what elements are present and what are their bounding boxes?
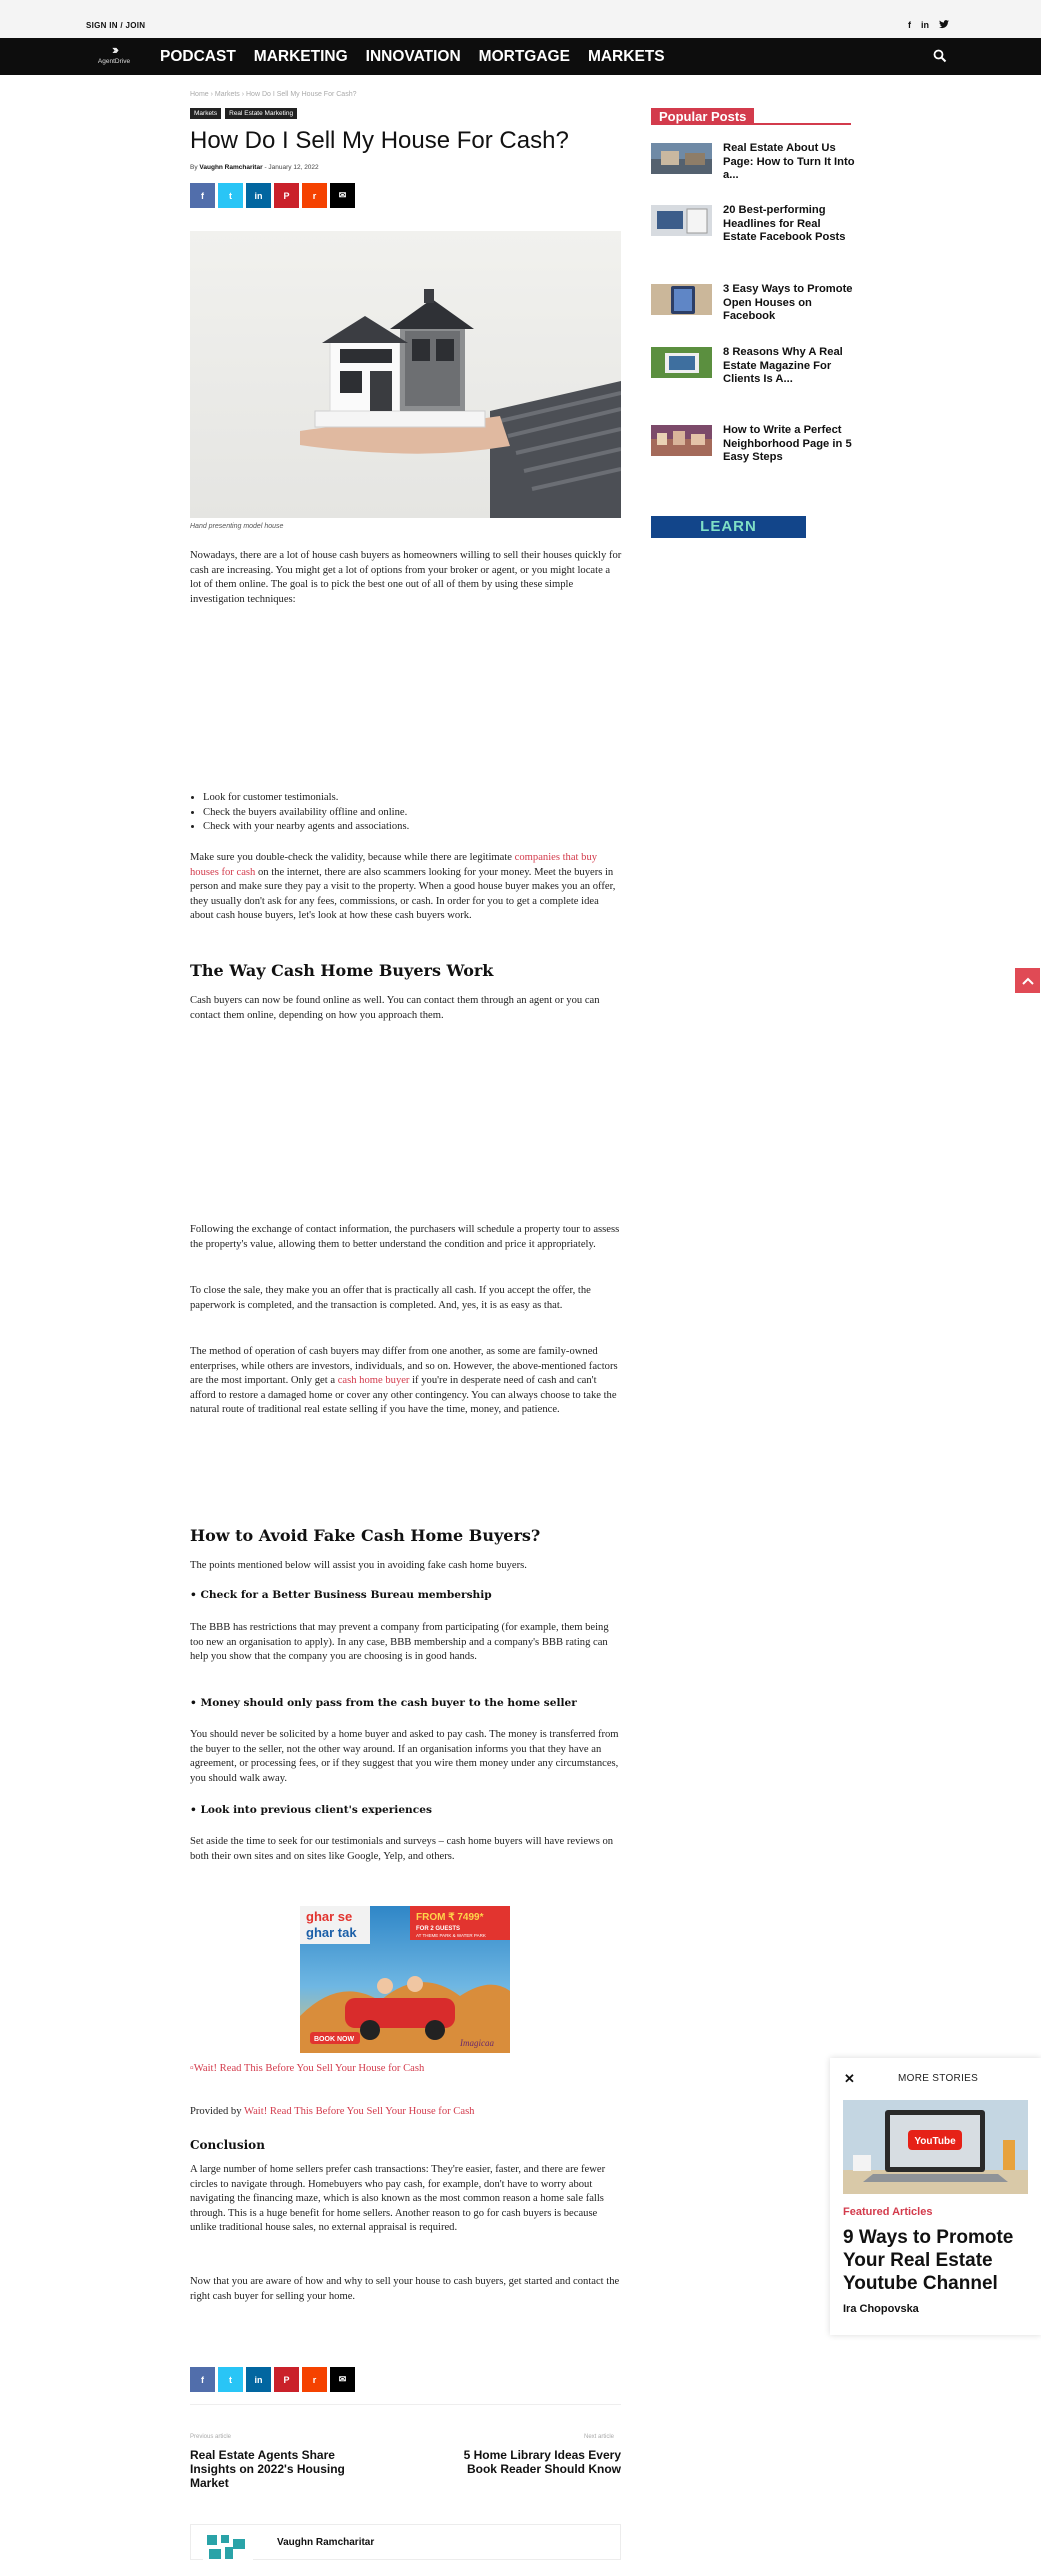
reddit-share-icon[interactable]: r <box>302 183 327 208</box>
more-stories-title[interactable]: 9 Ways to Promote Your Real Estate Youtube Channel <box>843 2227 1014 2294</box>
nav-item-mortgage[interactable]: MORTGAGE <box>478 48 570 65</box>
list-item: • Check the buyers availability offline and online. <box>203 806 622 821</box>
ad-cta: BOOK NOW <box>314 2036 355 2043</box>
popular-post-title[interactable]: 8 Reasons Why A Real Estate Magazine For Clients Is A... <box>723 346 843 386</box>
popular-post-thumbnail[interactable] <box>651 284 712 315</box>
popular-post-thumbnail[interactable] <box>651 143 712 174</box>
hand-holding-house-illustration <box>190 231 621 518</box>
scroll-to-top-button[interactable] <box>1015 968 1040 993</box>
broken-image-alt: Wait! Read This Before You Sell Your House for Cash <box>193 2063 425 2074</box>
logo-chevrons-icon: ››› <box>112 42 116 57</box>
previous-article-label: Previous article <box>190 2434 232 2440</box>
intro-paragraph: Nowadays, there are a lot of house cash buyers as homeowners willing to sell their houses quickly for cash are increasing. You might get a lot of options from your broker or agent, or you might locate a lot of them online. The goal is to pick the best one out of all of them by using these simple investigation techniques: <box>190 550 622 605</box>
paragraph-text: on the internet, there are also scammers looking for your money. Meet the buyers in person and make sure they pay a visit to the property. When a good house buyer makes you an offer, they usually don't ask for any fees, commissions, or cash. In order for you to get a complete idea about cash house buyers, let's look at how these cash buyers work. <box>190 866 616 922</box>
paragraph-text: if you're in desperate need of cash and can't afford to restore a damaged home or cover any other contingency. You can always choose to take the natural route of traditional real estate selling if you have the time, money, and patience. <box>190 1375 617 1416</box>
close-sale-paragraph: To close the sale, they make you an offer that is practically all cash. If you accept the offer, the paperwork is completed, and the transaction is completed. And, yes, it is as easy as that. <box>190 1285 591 1311</box>
provided-by-link[interactable]: Wait! Read This Before You Sell Your House for Cash <box>243 2106 475 2117</box>
ad-guests: FOR 2 GUESTS <box>416 1926 461 1932</box>
money-paragraph: You should never be solicited by a home buyer and asked to pay cash. The money is transferred from the buyer to the seller, not the other way around. If an organisation informs you that they have an agreement, or processing fees, or if they suggest that you wire them money under any circumstances, you should walk away. <box>190 1729 619 1784</box>
publish-date: January 12, 2022 <box>268 164 319 171</box>
image-caption: Hand presenting model house <box>190 523 284 530</box>
ad-brand: Imagicaa <box>460 2038 494 2048</box>
nav-item-markets[interactable]: MARKETS <box>587 48 665 65</box>
provided-by-text: Provided by <box>190 2106 244 2117</box>
investigation-list <box>190 791 622 835</box>
email-share-icon[interactable]: ✉ <box>330 2367 355 2392</box>
ad-line1: ghar se <box>306 1909 353 1924</box>
ad-line2: ghar tak <box>306 1925 357 1940</box>
popular-post-title[interactable]: 3 Easy Ways to Promote Open Houses on Facebook <box>723 283 853 323</box>
heading-previous-clients-text: Look into previous client's experiences <box>200 1804 432 1816</box>
main-nav <box>0 38 1041 75</box>
share-buttons-top <box>190 183 355 208</box>
next-article-link[interactable]: 5 Home Library Ideas Every Book Reader Should Know <box>463 2448 621 2476</box>
search-icon[interactable] <box>933 49 947 63</box>
linkedin-share-icon[interactable]: in <box>246 2367 271 2392</box>
ad-price: FROM ₹ 7499* <box>416 1912 484 1923</box>
next-article-label: Next article <box>584 2434 615 2440</box>
popular-post-title[interactable]: 20 Best-performing Headlines for Real Estate Facebook Posts <box>723 204 846 244</box>
popular-post-title[interactable]: How to Write a Perfect Neighborhood Page in 5 Easy Steps <box>723 424 852 464</box>
site-logo[interactable] <box>92 43 136 71</box>
learn-banner-ad[interactable]: LEARN <box>651 516 806 538</box>
heading-money-flow-text: Money should only pass from the cash buyer to the home seller <box>200 1697 577 1709</box>
heading-avoid-fake-buyers: How to Avoid Fake Cash Home Buyers? <box>190 1526 541 1545</box>
hero-image <box>190 231 621 518</box>
laptop-youtube-illustration <box>843 2100 1028 2194</box>
author-box <box>190 2524 621 2560</box>
list-item: • Check with your nearby agents and associations. <box>203 820 622 835</box>
nav-menu <box>160 48 665 66</box>
more-stories-author[interactable]: Ira Chopovska <box>843 2303 919 2315</box>
nav-item-innovation[interactable]: INNOVATION <box>365 48 461 65</box>
breadcrumb[interactable]: Home › Markets › How Do I Sell My House For Cash? <box>190 91 357 98</box>
close-icon[interactable]: ✕ <box>844 2071 855 2086</box>
more-stories-label: MORE STORIES <box>898 2073 979 2084</box>
article-title: How Do I Sell My House For Cash? <box>190 127 569 154</box>
top-social-icons <box>908 20 949 31</box>
twitter-share-icon[interactable]: t <box>218 183 243 208</box>
chevron-up-icon <box>1022 977 1034 985</box>
online-buyers-paragraph: Cash buyers can now be found online as well. You can contact them through an agent or you can contact them online, depending on how you approach them. <box>190 995 600 1021</box>
property-tour-paragraph: Following the exchange of contact information, the purchasers will schedule a property tour to assess the property's value, allowing them to better understand the condition and price it appropriately. <box>190 1224 620 1250</box>
bbb-paragraph: The BBB has restrictions that may prevent a company from participating (for example, them being too new an organisation to apply). In any case, BBB membership and a company's BBB rating can help you show that the company you are choosing is in good hands. <box>190 1622 609 1663</box>
more-stories-category[interactable]: Featured Articles <box>843 2206 933 2218</box>
reviews-paragraph: Set aside the time to seek for our testimonials and surveys – cash home buyers will have reviews on both their own sites and on sites like Google, Yelp, and others. <box>190 1836 614 1862</box>
companies-buy-houses-link[interactable]: companies that buy houses for cash <box>190 852 598 878</box>
more-stories-panel <box>830 2058 1041 2335</box>
heading-how-cash-buyers-work: The Way Cash Home Buyers Work <box>190 961 494 980</box>
email-share-icon[interactable]: ✉ <box>330 183 355 208</box>
validity-paragraph <box>190 851 622 924</box>
conclusion-paragraph: A large number of home sellers prefer cash transactions: They're easier, faster, and there are fewer circles to navigate through. Homebuyers who pay cash, for example, don't have to worry about navigating the financing maze, which is also known as the most common reason a home sale falls through. This is a huge benefit for home sellers. Another reason to go for cash buyers is because unlike traditional house sales, no external appraisal is required. <box>190 2164 606 2234</box>
provided-by-line <box>190 2105 622 2120</box>
pinterest-share-icon[interactable]: P <box>274 2367 299 2392</box>
youtube-logo-text: YouTube <box>914 2136 956 2147</box>
category-tag-real-estate-marketing[interactable]: Real Estate Marketing <box>225 108 297 119</box>
author-link[interactable]: Vaughn Ramcharitar <box>199 164 263 171</box>
popular-post-title[interactable]: Real Estate About Us Page: How to Turn It Into a... <box>723 142 855 182</box>
broken-image-icon: ▫ <box>190 2063 194 2074</box>
broken-image-link[interactable] <box>190 2062 622 2077</box>
pinterest-share-icon[interactable]: P <box>274 183 299 208</box>
popular-post-thumbnail[interactable] <box>651 205 712 236</box>
category-tags <box>190 108 297 119</box>
nav-item-podcast[interactable]: PODCAST <box>160 48 236 65</box>
facebook-icon[interactable]: f <box>908 20 911 30</box>
author-avatar[interactable] <box>203 2531 253 2560</box>
cash-home-buyer-link[interactable]: cash home buyer <box>337 1375 410 1387</box>
points-paragraph: The points mentioned below will assist you in avoiding fake cash home buyers. <box>190 1560 527 1571</box>
paragraph-text: The method of operation of cash buyers may differ from one another, as some are family-owned enterprises, while others are investors, individuals, and so on. However, the above-mentioned factors are the most important. Only get a <box>190 1346 618 1387</box>
sign-in-link[interactable]: SIGN IN / JOIN <box>86 21 146 30</box>
linkedin-icon[interactable]: in <box>921 20 929 30</box>
twitter-share-icon[interactable]: t <box>218 2367 243 2392</box>
byline-prefix: By <box>190 164 198 171</box>
top-bar <box>0 0 1041 38</box>
share-buttons-bottom <box>190 2367 355 2392</box>
author-box-name[interactable]: Vaughn Ramcharitar <box>277 2537 375 2548</box>
twitter-icon[interactable] <box>939 20 949 31</box>
popular-post-thumbnail[interactable] <box>651 425 712 456</box>
list-item: • Look for customer testimonials. <box>203 791 622 806</box>
advertisement-banner[interactable] <box>300 1906 510 2053</box>
heading-money-flow: • Money should only pass from the cash buyer to the home seller <box>190 1697 577 1709</box>
more-stories-thumbnail[interactable] <box>843 2100 1028 2194</box>
facebook-share-icon[interactable]: f <box>190 183 215 208</box>
byline-separator: - <box>264 164 269 171</box>
category-tag-markets[interactable]: Markets <box>190 108 221 119</box>
popular-posts-heading <box>651 108 851 125</box>
heading-previous-clients: • Look into previous client's experiences <box>190 1804 432 1816</box>
ad-illustration <box>300 1906 510 2053</box>
reddit-share-icon[interactable]: r <box>302 2367 327 2392</box>
heading-bbb: • Check for a Better Business Bureau membership <box>190 1589 492 1601</box>
paragraph-text: Make sure you double-check the validity, because while there are legitimate <box>190 852 515 863</box>
previous-article-link[interactable]: Real Estate Agents Share Insights on 2022's Housing Market <box>190 2448 345 2490</box>
linkedin-share-icon[interactable]: in <box>246 183 271 208</box>
divider <box>190 2404 621 2405</box>
nav-item-marketing[interactable]: MARKETING <box>253 48 348 65</box>
heading-bbb-text: Check for a Better Business Bureau membership <box>200 1589 492 1601</box>
method-paragraph <box>190 1345 622 1418</box>
heading-conclusion: Conclusion <box>190 2138 265 2152</box>
byline <box>190 164 319 171</box>
final-paragraph: Now that you are aware of how and why to sell your house to cash buyers, get started and contact the right cash buyer for selling your home. <box>190 2276 620 2302</box>
popular-post-thumbnail[interactable] <box>651 347 712 378</box>
popular-posts-title: Popular Posts <box>651 108 754 125</box>
ad-park: AT THEME PARK & WATER PARK <box>416 1933 486 1938</box>
logo-wordmark: AgentDrive <box>97 58 131 65</box>
facebook-share-icon[interactable]: f <box>190 2367 215 2392</box>
